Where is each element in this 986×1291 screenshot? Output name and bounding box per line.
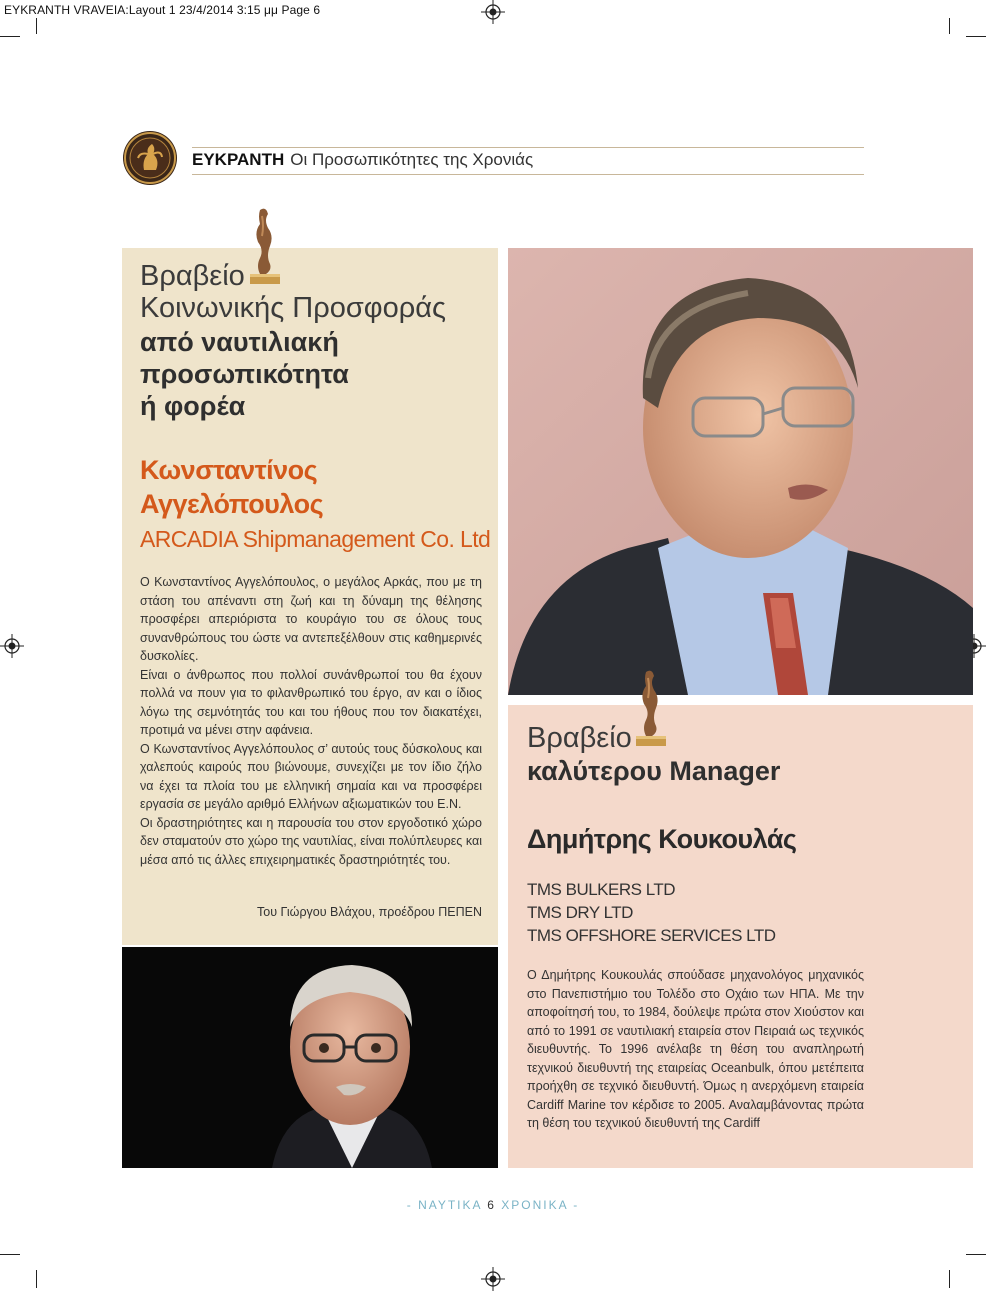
registration-mark-icon bbox=[0, 634, 24, 658]
crop-mark bbox=[0, 36, 20, 37]
crop-mark bbox=[966, 1254, 986, 1255]
award2-title-line1: Βραβείο bbox=[527, 722, 632, 754]
award1-paragraph: Ο Κωνσταντίνος Αγγελόπουλος, ο μεγάλος Αρκάς, που με τη στάση του απέναντι στη ζωή και τη δύναμη της θέλησης προσφέρει απεριόριστα το κουράγιο του σε όλους τους συνανθρώπους του ώστε να αντεπεξέλθουν στις καθημερινές δυσκολίες. bbox=[140, 575, 482, 663]
crop-mark bbox=[36, 18, 37, 34]
registration-mark-icon bbox=[481, 0, 505, 24]
award1-paragraph: Είναι ο άνθρωπος που πολλοί συνάνθρωποί του θα έχουν πολλά να πουν για το φιλανθρωπικό του έργο, αν και ο ίδιος λόγω της σεμνότητάς του και του ήθους που τον διακατέχει, προτιμά να μένει στην αφάνεια. bbox=[140, 667, 482, 737]
registration-mark-icon bbox=[481, 1267, 505, 1291]
header-rule-bottom bbox=[192, 174, 864, 175]
award2-company: TMS OFFSHORE SERVICES LTD bbox=[527, 926, 776, 945]
award2-portrait-photo bbox=[508, 248, 973, 695]
section-header bbox=[192, 150, 533, 170]
page-footer bbox=[0, 1198, 986, 1212]
crop-mark bbox=[36, 1270, 37, 1288]
award1-title-line4: προσωπικότητα bbox=[140, 359, 349, 389]
crop-mark bbox=[0, 1254, 20, 1255]
trophy-statuette-icon bbox=[246, 206, 282, 288]
award2-bio: Ο Δημήτρης Κουκουλάς σπούδασε μηχανολόγος μηχανικός στο Πανεπιστήμιο του Τολέδο στο Οχάιο των ΗΠΑ. Με την αποφοίτησή του, το 1984, δούλεψε πρώτα στον Χιούστον και από το 1991 σε ναυτιλιακή εταιρεία στον Πειραιά ως τεχνικός διευθυντής. Το 1996 ανέλαβε τη θέση του αναπληρωτή τεχνικού διευθυντή της εταιρείας Oceanbulk, όπου μετέπειτα προήχθη σε τεχνικό διευθυντή. Όμως η ανερχόμενη εταιρεία Cardiff Marine τον κέρδισε το 2005. Αναλαμβάνοντας πρώτα τη θέση του τεχνικού διευθυντή της Cardiff bbox=[527, 968, 864, 1130]
award1-title-line3: από ναυτιλιακή bbox=[140, 327, 339, 357]
award2-company: TMS BULKERS LTD bbox=[527, 880, 676, 899]
award1-portrait-photo bbox=[122, 947, 498, 1168]
award1-paragraph: Οι δραστηριότητες και η παρουσία του στον εργοδοτικό χώρο δεν σταματούν στο χώρο της ναυτιλίας, είναι πολύπλευρες και μέσα από τις άλλες επιχειρηματικές δραστηριότητές του. bbox=[140, 815, 482, 867]
award1-title-line5: ή φορέα bbox=[140, 391, 246, 421]
award1-body bbox=[140, 573, 482, 869]
print-slug: EYKRANTH VRAVEIA:Layout 1 23/4/2014 3:15 μμ Page 6 bbox=[4, 3, 321, 17]
award1-company: ARCADIA Shipmanagement Co. Ltd bbox=[140, 526, 491, 552]
header-subtitle: Οι Προσωπικότητες της Χρονιάς bbox=[290, 150, 534, 169]
trophy-statuette-icon bbox=[632, 668, 668, 750]
award1-signature: Του Γιώργου Βλάχου, προέδρου ΠΕΠΕΝ bbox=[257, 905, 482, 919]
award1-title-line1: Βραβείο bbox=[140, 260, 245, 292]
award1-title-line2: Κοινωνικής Προσφοράς bbox=[140, 292, 446, 324]
award2-recipient-name: Δημήτρης Κουκουλάς bbox=[527, 824, 797, 854]
crop-mark bbox=[949, 18, 950, 34]
award1-recipient-first-name: Κωνσταντίνος bbox=[140, 455, 318, 485]
header-rule-top bbox=[192, 147, 864, 148]
footer-left-text: - ΝΑΥΤΙΚΑ bbox=[406, 1198, 482, 1212]
page-number: 6 bbox=[487, 1198, 496, 1212]
award2-title-line2: καλύτερου Manager bbox=[527, 756, 781, 786]
award2-company: TMS DRY LTD bbox=[527, 903, 633, 922]
footer-right-text: ΧΡΟΝΙΚΑ - bbox=[501, 1198, 580, 1212]
crop-mark bbox=[949, 1270, 950, 1288]
award1-recipient-last-name: Αγγελόπουλος bbox=[140, 489, 324, 519]
award2-company-list bbox=[527, 878, 776, 947]
crop-mark bbox=[966, 36, 986, 37]
award1-paragraph: Ο Κωνσταντίνος Αγγελόπουλος σ’ αυτούς τους δύσκολους και χαλεπούς καιρούς που βιώνουμε, συνεχίζει με τον ίδιο ζήλο να έχει τα πλοία του με ελληνική σημαία και να προσφέρει εργασία σε μεγάλο αριθμό Ελλήνων αξιωματικών του Ε.Ν. bbox=[140, 741, 482, 811]
eukranth-emblem-icon bbox=[122, 130, 178, 186]
header-brand: ΕΥΚΡΑΝΤΗ bbox=[192, 150, 285, 169]
